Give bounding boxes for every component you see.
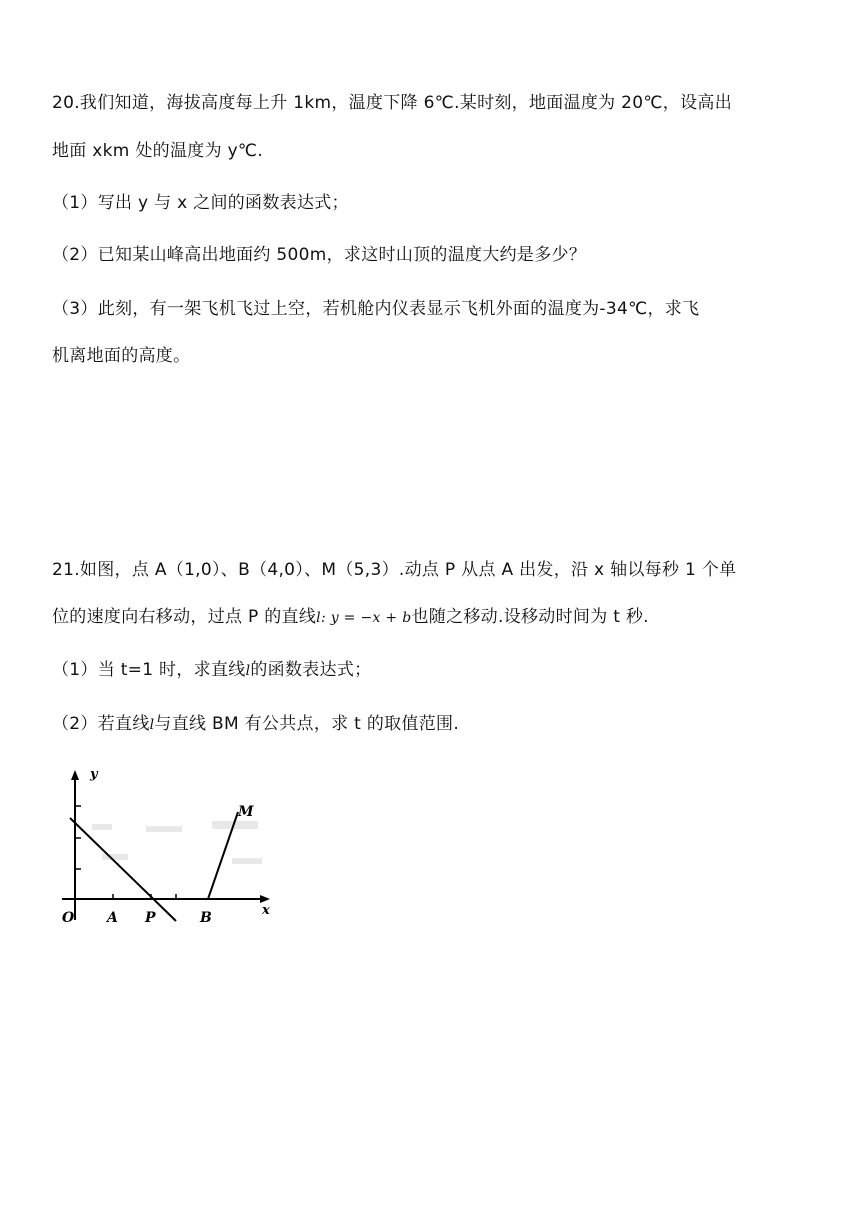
x-axis-arrow (260, 895, 270, 903)
label-m: M (238, 804, 254, 820)
p21-q1-post: 的函数表达式； (250, 660, 372, 680)
scan-noise (92, 821, 262, 864)
p21-q2-pre: （2）若直线 (52, 714, 150, 734)
line-l (70, 818, 176, 921)
p20-question-3-line-1: （3）此刻，有一架飞机飞过上空，若机舱内仪表显示飞机外面的温度为-34℃，求飞 (52, 299, 700, 319)
p21-q2-math: l (149, 717, 155, 733)
p21-line-2 (52, 607, 649, 628)
p21-q1-math: l (245, 663, 251, 679)
label-origin: O (62, 910, 75, 926)
label-p: P (145, 910, 156, 926)
line-l-formula: l: y = −x + b (316, 610, 412, 626)
label-b: B (200, 910, 212, 926)
p21-q1-pre: （1）当 t=1 时，求直线 (52, 660, 246, 680)
label-y: y (90, 767, 98, 782)
p20-question-1: （1）写出 y 与 x 之间的函数表达式； (52, 193, 349, 213)
coordinate-figure-svg (62, 766, 282, 926)
p21-line-2-pre: 位的速度向右移动，过点 P 的直线 (52, 607, 317, 627)
p21-question-2 (52, 714, 459, 735)
y-axis-arrow (71, 770, 79, 780)
coordinate-figure (62, 766, 282, 926)
p20-question-2: （2）已知某山峰高出地面约 500m，求这时山顶的温度大约是多少？ (52, 245, 587, 265)
p20-line-1: 20.我们知道，海拔高度每上升 1km，温度下降 6℃.某时刻，地面温度为 20℃，设高出 (52, 93, 733, 113)
p20-line-2: 地面 xkm 处的温度为 y℃. (52, 141, 264, 161)
p21-line-1: 21.如图，点 A（1,0）、B（4,0）、M（5,3）.动点 P 从点 A 出发，沿 x 轴以每秒 1 个单 (52, 560, 737, 580)
p21-q2-post: 与直线 BM 有公共点，求 t 的取值范围. (154, 714, 460, 734)
p20-question-3-line-2: 机离地面的高度。 (52, 346, 191, 366)
label-a: A (107, 910, 118, 926)
label-x: x (262, 903, 270, 918)
p21-question-1 (52, 660, 371, 681)
p21-line-2-post: 也随之移动.设移动时间为 t 秒. (411, 607, 649, 627)
